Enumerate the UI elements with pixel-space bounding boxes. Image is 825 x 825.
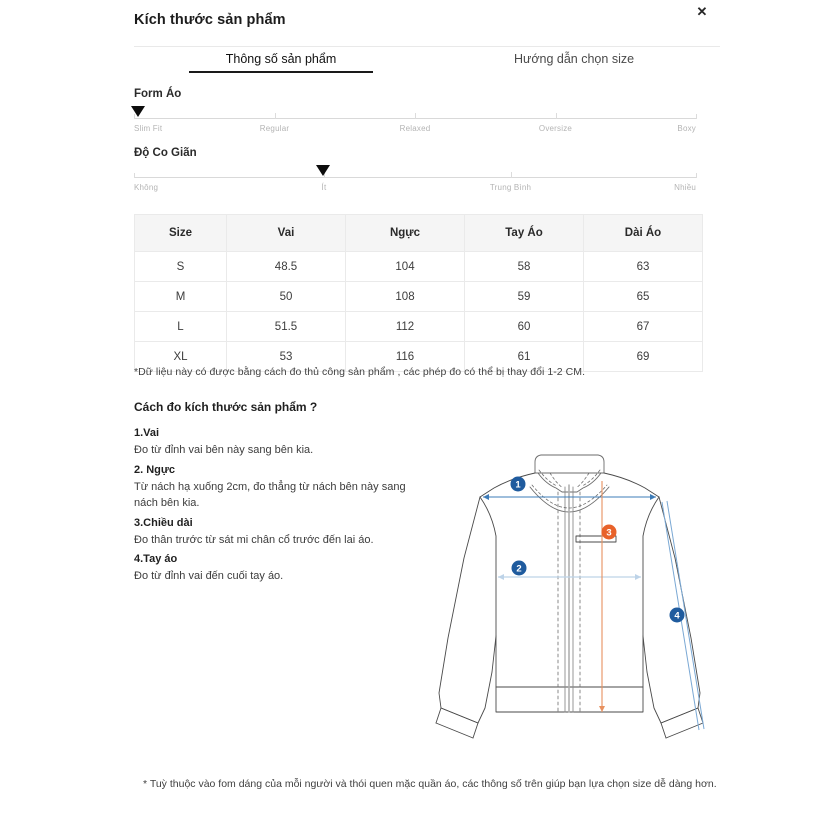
jacket-diagram	[422, 440, 717, 755]
cuff-right-top	[661, 708, 698, 723]
fit-option-relaxed: Relaxed	[399, 124, 431, 133]
stretch-option-trung-binh: Trung Bình	[489, 183, 532, 192]
table-header-row	[135, 215, 703, 252]
measure-text: Đo từ đỉnh vai đến cuối tay áo.	[134, 570, 284, 582]
tab-size-guide[interactable]: Hướng dẫn chọn size	[513, 52, 635, 66]
measure-item-nguc	[134, 462, 424, 512]
cell-nguc: 112	[346, 312, 465, 342]
table-row	[135, 312, 703, 342]
svg-text:4: 4	[674, 610, 680, 622]
measure-arrow-chest-right	[635, 574, 641, 580]
cell-dai-ao: 63	[584, 252, 703, 282]
badge-2	[512, 561, 527, 576]
svg-text:1: 1	[515, 479, 521, 491]
column-header-tay-ao: Tay Áo	[465, 215, 584, 252]
fit-tick-4	[696, 114, 697, 119]
cell-vai: 48.5	[227, 252, 346, 282]
how-to-measure-section	[134, 400, 424, 588]
fit-slider-section	[134, 88, 696, 138]
cuff-right-bottom	[666, 723, 703, 738]
cell-tay-ao: 59	[465, 282, 584, 312]
armhole-right	[643, 497, 659, 636]
size-table	[134, 214, 703, 372]
fit-option-boxy: Boxy	[677, 124, 696, 133]
armhole-left	[480, 497, 496, 636]
stretch-slider-section	[134, 147, 696, 197]
measure-arrow-length-bottom	[599, 706, 605, 712]
tab-bar	[134, 52, 720, 82]
cell-size: S	[135, 252, 227, 282]
cell-dai-ao: 67	[584, 312, 703, 342]
fit-slider-label: Form Áo	[134, 88, 182, 100]
measure-item-chieu-dai	[134, 515, 424, 549]
measure-item-tay-ao	[134, 551, 424, 585]
table-note: *Dữ liệu này có được bằng cách đo thủ công sản phẩm , các phép đo có thể bị thay đổi 1-2 CM.	[134, 366, 586, 378]
column-header-vai: Vai	[227, 215, 346, 252]
cell-size: XL	[135, 342, 227, 372]
stretch-slider[interactable]	[134, 163, 696, 197]
cuff-left-sides	[436, 708, 478, 738]
tab-product-specs[interactable]: Thông số sản phẩm	[161, 52, 401, 73]
cell-nguc: 116	[346, 342, 465, 372]
cell-vai: 50	[227, 282, 346, 312]
measure-text: Từ nách hạ xuống 2cm, đo thẳng từ nách bên này sang nách bên kia.	[134, 480, 406, 509]
badge-1	[511, 477, 526, 492]
cell-nguc: 108	[346, 282, 465, 312]
page-title: Kích thước sản phẩm	[134, 12, 286, 28]
cuff-right-sides	[661, 708, 703, 738]
fit-option-slim-fit: Slim Fit	[134, 124, 163, 133]
footer-note: * Tuỳ thuộc vào fom dáng của mỗi người và thói quen mặc quần áo, các thông số trên giúp bạn lựa chọn size dễ dàng hơn.	[143, 778, 717, 790]
column-header-dai-ao: Dài Áo	[584, 215, 703, 252]
stretch-tick-2	[511, 172, 512, 178]
cuff-left-top	[441, 708, 478, 723]
close-icon[interactable]: ✕	[692, 2, 712, 22]
modal-header	[134, 8, 720, 46]
measure-arrow-chest-left	[498, 574, 504, 580]
cell-vai: 51.5	[227, 312, 346, 342]
shoulder-right	[604, 473, 659, 497]
stretch-tick-0	[134, 173, 135, 178]
stretch-option-it: Ít	[321, 183, 327, 192]
measure-text: Đo thân trước từ sát mi chân cổ trước đến lai áo.	[134, 533, 374, 546]
stretch-slider-track	[134, 177, 696, 178]
fit-tick-3	[556, 113, 557, 119]
cuff-left-bottom	[436, 723, 473, 738]
table-row	[135, 252, 703, 282]
measure-heading: 3.Chiều dài	[134, 516, 193, 529]
cell-tay-ao: 60	[465, 312, 584, 342]
stretch-option-nhieu: Nhiều	[674, 183, 696, 192]
fit-slider-marker[interactable]	[131, 106, 145, 117]
fit-slider[interactable]	[134, 104, 696, 138]
measure-item-vai	[134, 425, 424, 459]
fit-tick-1	[275, 113, 276, 119]
badge-3	[602, 525, 617, 540]
header-divider	[134, 46, 720, 47]
jacket-illustration-svg	[422, 440, 717, 755]
measure-text: Đo từ đỉnh vai bên này sang bên kia.	[134, 444, 314, 456]
stretch-tick-3	[696, 173, 697, 178]
how-to-measure-title: Cách đo kích thước sản phẩm ?	[134, 400, 318, 414]
stretch-slider-marker[interactable]	[316, 165, 330, 176]
table-row	[135, 282, 703, 312]
cell-dai-ao: 65	[584, 282, 703, 312]
column-header-nguc: Ngực	[346, 215, 465, 252]
measure-heading: 4.Tay áo	[134, 553, 178, 565]
fit-option-regular: Regular	[259, 124, 290, 133]
cell-vai: 53	[227, 342, 346, 372]
svg-text:3: 3	[606, 527, 612, 539]
collar-outer	[535, 455, 604, 473]
cell-tay-ao: 58	[465, 252, 584, 282]
measure-heading: 2. Ngực	[134, 463, 175, 476]
svg-text:2: 2	[516, 563, 522, 575]
measure-heading: 1.Vai	[134, 427, 160, 439]
stretch-slider-label: Độ Co Giãn	[134, 147, 197, 159]
fit-tick-2	[415, 113, 416, 119]
cell-dai-ao: 69	[584, 342, 703, 372]
column-header-size: Size	[135, 215, 227, 252]
cell-nguc: 104	[346, 252, 465, 282]
fit-option-oversize: Oversize	[538, 124, 573, 133]
sleeve-left	[439, 497, 496, 723]
badge-4	[670, 608, 685, 623]
shoulder-left	[480, 473, 535, 497]
stretch-option-khong: Không	[134, 183, 159, 192]
cell-size: L	[135, 312, 227, 342]
cell-tay-ao: 61	[465, 342, 584, 372]
cell-size: M	[135, 282, 227, 312]
